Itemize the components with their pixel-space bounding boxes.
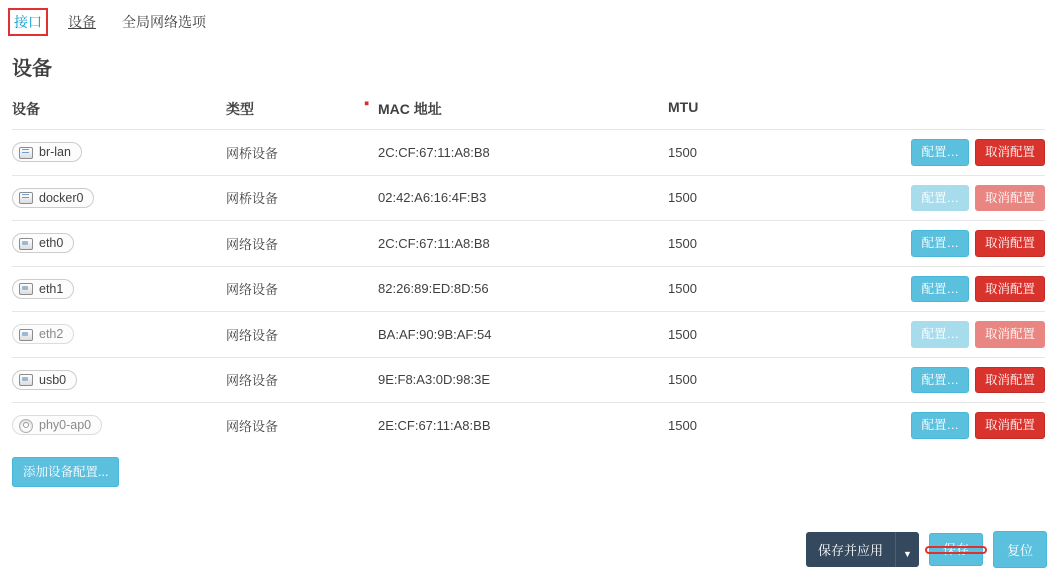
row-actions	[878, 412, 1045, 439]
device-name: eth2	[39, 327, 64, 342]
unconfigure-button[interactable]: 取消配置	[975, 412, 1045, 439]
cell-device	[12, 221, 226, 267]
cell-device	[12, 266, 226, 312]
cell-mac: BA:AF:90:9B:AF:54	[378, 312, 668, 358]
tab-devices[interactable]: 设备	[68, 14, 96, 30]
table-row	[12, 221, 1045, 267]
cell-actions	[878, 312, 1045, 358]
device-pill[interactable]	[12, 370, 77, 390]
device-name: eth1	[39, 281, 64, 296]
cell-type: 网桥设备	[226, 130, 378, 176]
cell-mac: 82:26:89:ED:8D:56	[378, 266, 668, 312]
device-name: eth0	[39, 236, 64, 251]
table-header-row	[12, 99, 1045, 130]
add-device-config-button[interactable]: 添加设备配置...	[12, 457, 119, 487]
device-pill[interactable]	[12, 188, 94, 208]
configure-button[interactable]: 配置…	[911, 321, 969, 348]
device-pill[interactable]	[12, 415, 102, 435]
tab-interfaces[interactable]: 接口	[10, 10, 46, 34]
devices-table-container	[12, 95, 1045, 448]
cell-actions	[878, 221, 1045, 267]
row-actions	[878, 230, 1045, 257]
device-pill[interactable]	[12, 142, 82, 162]
device-name: usb0	[39, 372, 67, 387]
cell-mac: 9E:F8:A3:0D:98:3E	[378, 357, 668, 403]
cell-mac: 2C:CF:67:11:A8:B8	[378, 221, 668, 267]
row-actions	[878, 139, 1045, 166]
column-header-type-label: 类型	[226, 101, 254, 117]
table-row	[12, 357, 1045, 403]
device-name: phy0-ap0	[39, 418, 92, 433]
cell-mtu: 1500	[668, 403, 878, 448]
configure-button[interactable]: 配置…	[911, 412, 969, 439]
tab-global-network-options[interactable]: 全局网络选项	[122, 14, 206, 30]
cell-mac: 2E:CF:67:11:A8:BB	[378, 403, 668, 448]
cell-device	[12, 175, 226, 221]
cell-device	[12, 130, 226, 176]
add-device-row	[12, 462, 1045, 480]
page-title: 设备	[12, 58, 52, 80]
unconfigure-button[interactable]: 取消配置	[975, 230, 1045, 257]
cell-mtu: 1500	[668, 266, 878, 312]
device-pill[interactable]	[12, 324, 74, 344]
cell-type: 网络设备	[226, 403, 378, 448]
cell-actions	[878, 130, 1045, 176]
chevron-down-icon[interactable]: ▼	[895, 532, 919, 567]
cell-actions	[878, 266, 1045, 312]
devices-table	[12, 95, 1045, 448]
row-actions	[878, 321, 1045, 348]
sort-marker-icon: ▪	[364, 95, 370, 112]
column-header-actions	[878, 99, 1045, 130]
ethernet-icon	[19, 373, 33, 386]
devices-table-body	[12, 130, 1045, 448]
configure-button[interactable]: 配置…	[911, 367, 969, 394]
cell-mtu: 1500	[668, 312, 878, 358]
unconfigure-button[interactable]: 取消配置	[975, 367, 1045, 394]
cell-mac: 2C:CF:67:11:A8:B8	[378, 130, 668, 176]
table-row	[12, 130, 1045, 176]
wifi-icon	[19, 419, 33, 432]
table-row	[12, 266, 1045, 312]
tab-bar	[0, 0, 1057, 34]
save-button[interactable]: 保存	[929, 533, 983, 566]
cell-mtu: 1500	[668, 175, 878, 221]
ethernet-icon	[19, 282, 33, 295]
device-pill[interactable]	[12, 279, 74, 299]
save-and-apply-button[interactable]	[806, 532, 919, 567]
reset-button[interactable]: 复位	[993, 531, 1047, 568]
cell-type: 网络设备	[226, 221, 378, 267]
cell-mtu: 1500	[668, 357, 878, 403]
column-header-mac[interactable]: MAC 地址	[378, 101, 442, 117]
cell-device	[12, 357, 226, 403]
configure-button[interactable]: 配置…	[911, 185, 969, 212]
footer-actions	[806, 531, 1047, 568]
row-actions	[878, 276, 1045, 303]
bridge-icon	[19, 146, 33, 159]
bridge-icon	[19, 191, 33, 204]
configure-button[interactable]: 配置…	[911, 139, 969, 166]
devices-table-head	[12, 95, 1045, 130]
device-pill[interactable]	[12, 233, 74, 253]
cell-type: 网络设备	[226, 312, 378, 358]
cell-actions	[878, 403, 1045, 448]
row-actions	[878, 367, 1045, 394]
cell-mtu: 1500	[668, 130, 878, 176]
unconfigure-button[interactable]: 取消配置	[975, 321, 1045, 348]
column-header-device[interactable]: 设备	[12, 101, 40, 117]
column-header-type[interactable]	[226, 95, 378, 130]
cell-type: 网络设备	[226, 357, 378, 403]
save-button-highlight	[927, 541, 985, 557]
cell-device	[12, 403, 226, 448]
save-and-apply-label: 保存并应用	[818, 543, 884, 558]
unconfigure-button[interactable]: 取消配置	[975, 185, 1045, 212]
table-row	[12, 312, 1045, 358]
row-actions	[878, 185, 1045, 212]
unconfigure-button[interactable]: 取消配置	[975, 276, 1045, 303]
device-name: docker0	[39, 190, 84, 205]
cell-type: 网络设备	[226, 266, 378, 312]
table-row	[12, 403, 1045, 448]
ethernet-icon	[19, 328, 33, 341]
cell-actions	[878, 175, 1045, 221]
ethernet-icon	[19, 237, 33, 250]
table-row	[12, 175, 1045, 221]
cell-mtu: 1500	[668, 221, 878, 267]
cell-type: 网桥设备	[226, 175, 378, 221]
device-name: br-lan	[39, 145, 71, 160]
unconfigure-button[interactable]: 取消配置	[975, 139, 1045, 166]
column-header-mtu[interactable]: MTU	[668, 99, 699, 115]
configure-button[interactable]: 配置…	[911, 276, 969, 303]
cell-actions	[878, 357, 1045, 403]
cell-mac: 02:42:A6:16:4F:B3	[378, 175, 668, 221]
configure-button[interactable]: 配置…	[911, 230, 969, 257]
cell-device	[12, 312, 226, 358]
